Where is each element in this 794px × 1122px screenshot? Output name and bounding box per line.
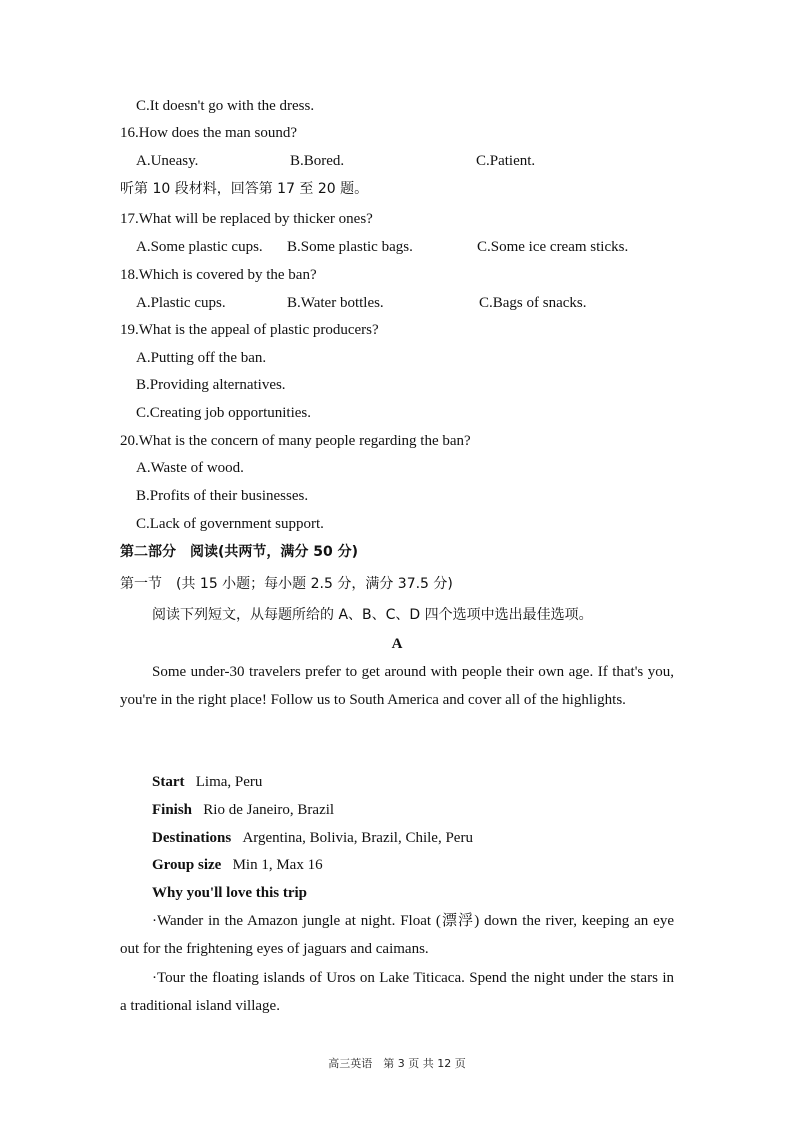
q17-option-b: B.Some plastic bags.	[287, 239, 413, 255]
q16-option-b: B.Bored.	[290, 153, 345, 169]
start-row	[152, 772, 262, 792]
destinations-row	[152, 828, 473, 848]
q18-option-c: C.Bags of snacks.	[479, 295, 587, 311]
passage-intro: Some under-30 travelers prefer to get around with people their own age. If that's you, you're in the right place! Follow us to South America and cover all of the highlights.	[120, 664, 674, 708]
passage-letter: A	[391, 636, 403, 652]
q17-stem: 17.What will be replaced by thicker ones?	[120, 211, 373, 227]
finish-row	[152, 800, 334, 820]
q16-option-a: A.Uneasy.	[136, 153, 199, 169]
q19-option-b: B.Providing alternatives.	[136, 377, 286, 393]
finish-label: Finish	[152, 802, 193, 818]
start-label: Start	[152, 774, 185, 790]
q17-option-c: C.Some ice cream sticks.	[477, 239, 629, 255]
q19-option-a: A.Putting off the ban.	[136, 350, 267, 366]
q19-option-c: C.Creating job opportunities.	[136, 405, 311, 421]
q17-option-a: A.Some plastic cups.	[136, 239, 263, 255]
q20-stem: 20.What is the concern of many people regarding the ban?	[120, 433, 471, 449]
group-size-label: Group size	[152, 857, 222, 873]
q16-stem: 16.How does the man sound?	[120, 125, 298, 141]
bullet-titicaca: ·Tour the floating islands of Uros on Lake Titicaca. Spend the night under the stars in a traditional island village.	[120, 970, 674, 1014]
why-heading: Why you'll love this trip	[152, 885, 308, 901]
listening-instruction: 听第 10 段材料，回答第 17 至 20 题。	[120, 181, 369, 197]
q16-option-c: C.Patient.	[476, 153, 536, 169]
q20-option-c: C.Lack of government support.	[136, 516, 324, 532]
q18-option-b: B.Water bottles.	[287, 295, 384, 311]
q20-option-b: B.Profits of their businesses.	[136, 488, 309, 504]
section1-heading: 第一节 (共 15 小题；每小题 2.5 分，满分 37.5 分)	[120, 576, 453, 592]
group-size-row	[152, 855, 323, 875]
finish-value: Rio de Janeiro, Brazil	[203, 802, 335, 818]
q18-stem: 18.Which is covered by the ban?	[120, 267, 317, 283]
destinations-value: Argentina, Bolivia, Brazil, Chile, Peru	[242, 830, 473, 846]
q18-option-a: A.Plastic cups.	[136, 295, 226, 311]
page-footer: 高三英语 第 3 页 共 12 页	[328, 1057, 466, 1070]
q15-option-c: C.It doesn't go with the dress.	[136, 98, 315, 114]
q20-option-a: A.Waste of wood.	[136, 460, 244, 476]
destinations-label: Destinations	[152, 830, 232, 846]
start-value: Lima, Peru	[195, 774, 263, 790]
bullet-amazon: ·Wander in the Amazon jungle at night. Float (漂浮) down the river, keeping an eye out for the frightening eyes of jaguars and caimans.	[120, 913, 674, 957]
group-size-value: Min 1, Max 16	[232, 857, 323, 873]
reading-instruction: 阅读下列短文，从每题所给的 A、B、C、D 四个选项中选出最佳选项。	[152, 607, 593, 623]
q19-stem: 19.What is the appeal of plastic producers?	[120, 322, 379, 338]
part2-heading: 第二部分 阅读(共两节，满分 50 分)	[120, 544, 359, 560]
